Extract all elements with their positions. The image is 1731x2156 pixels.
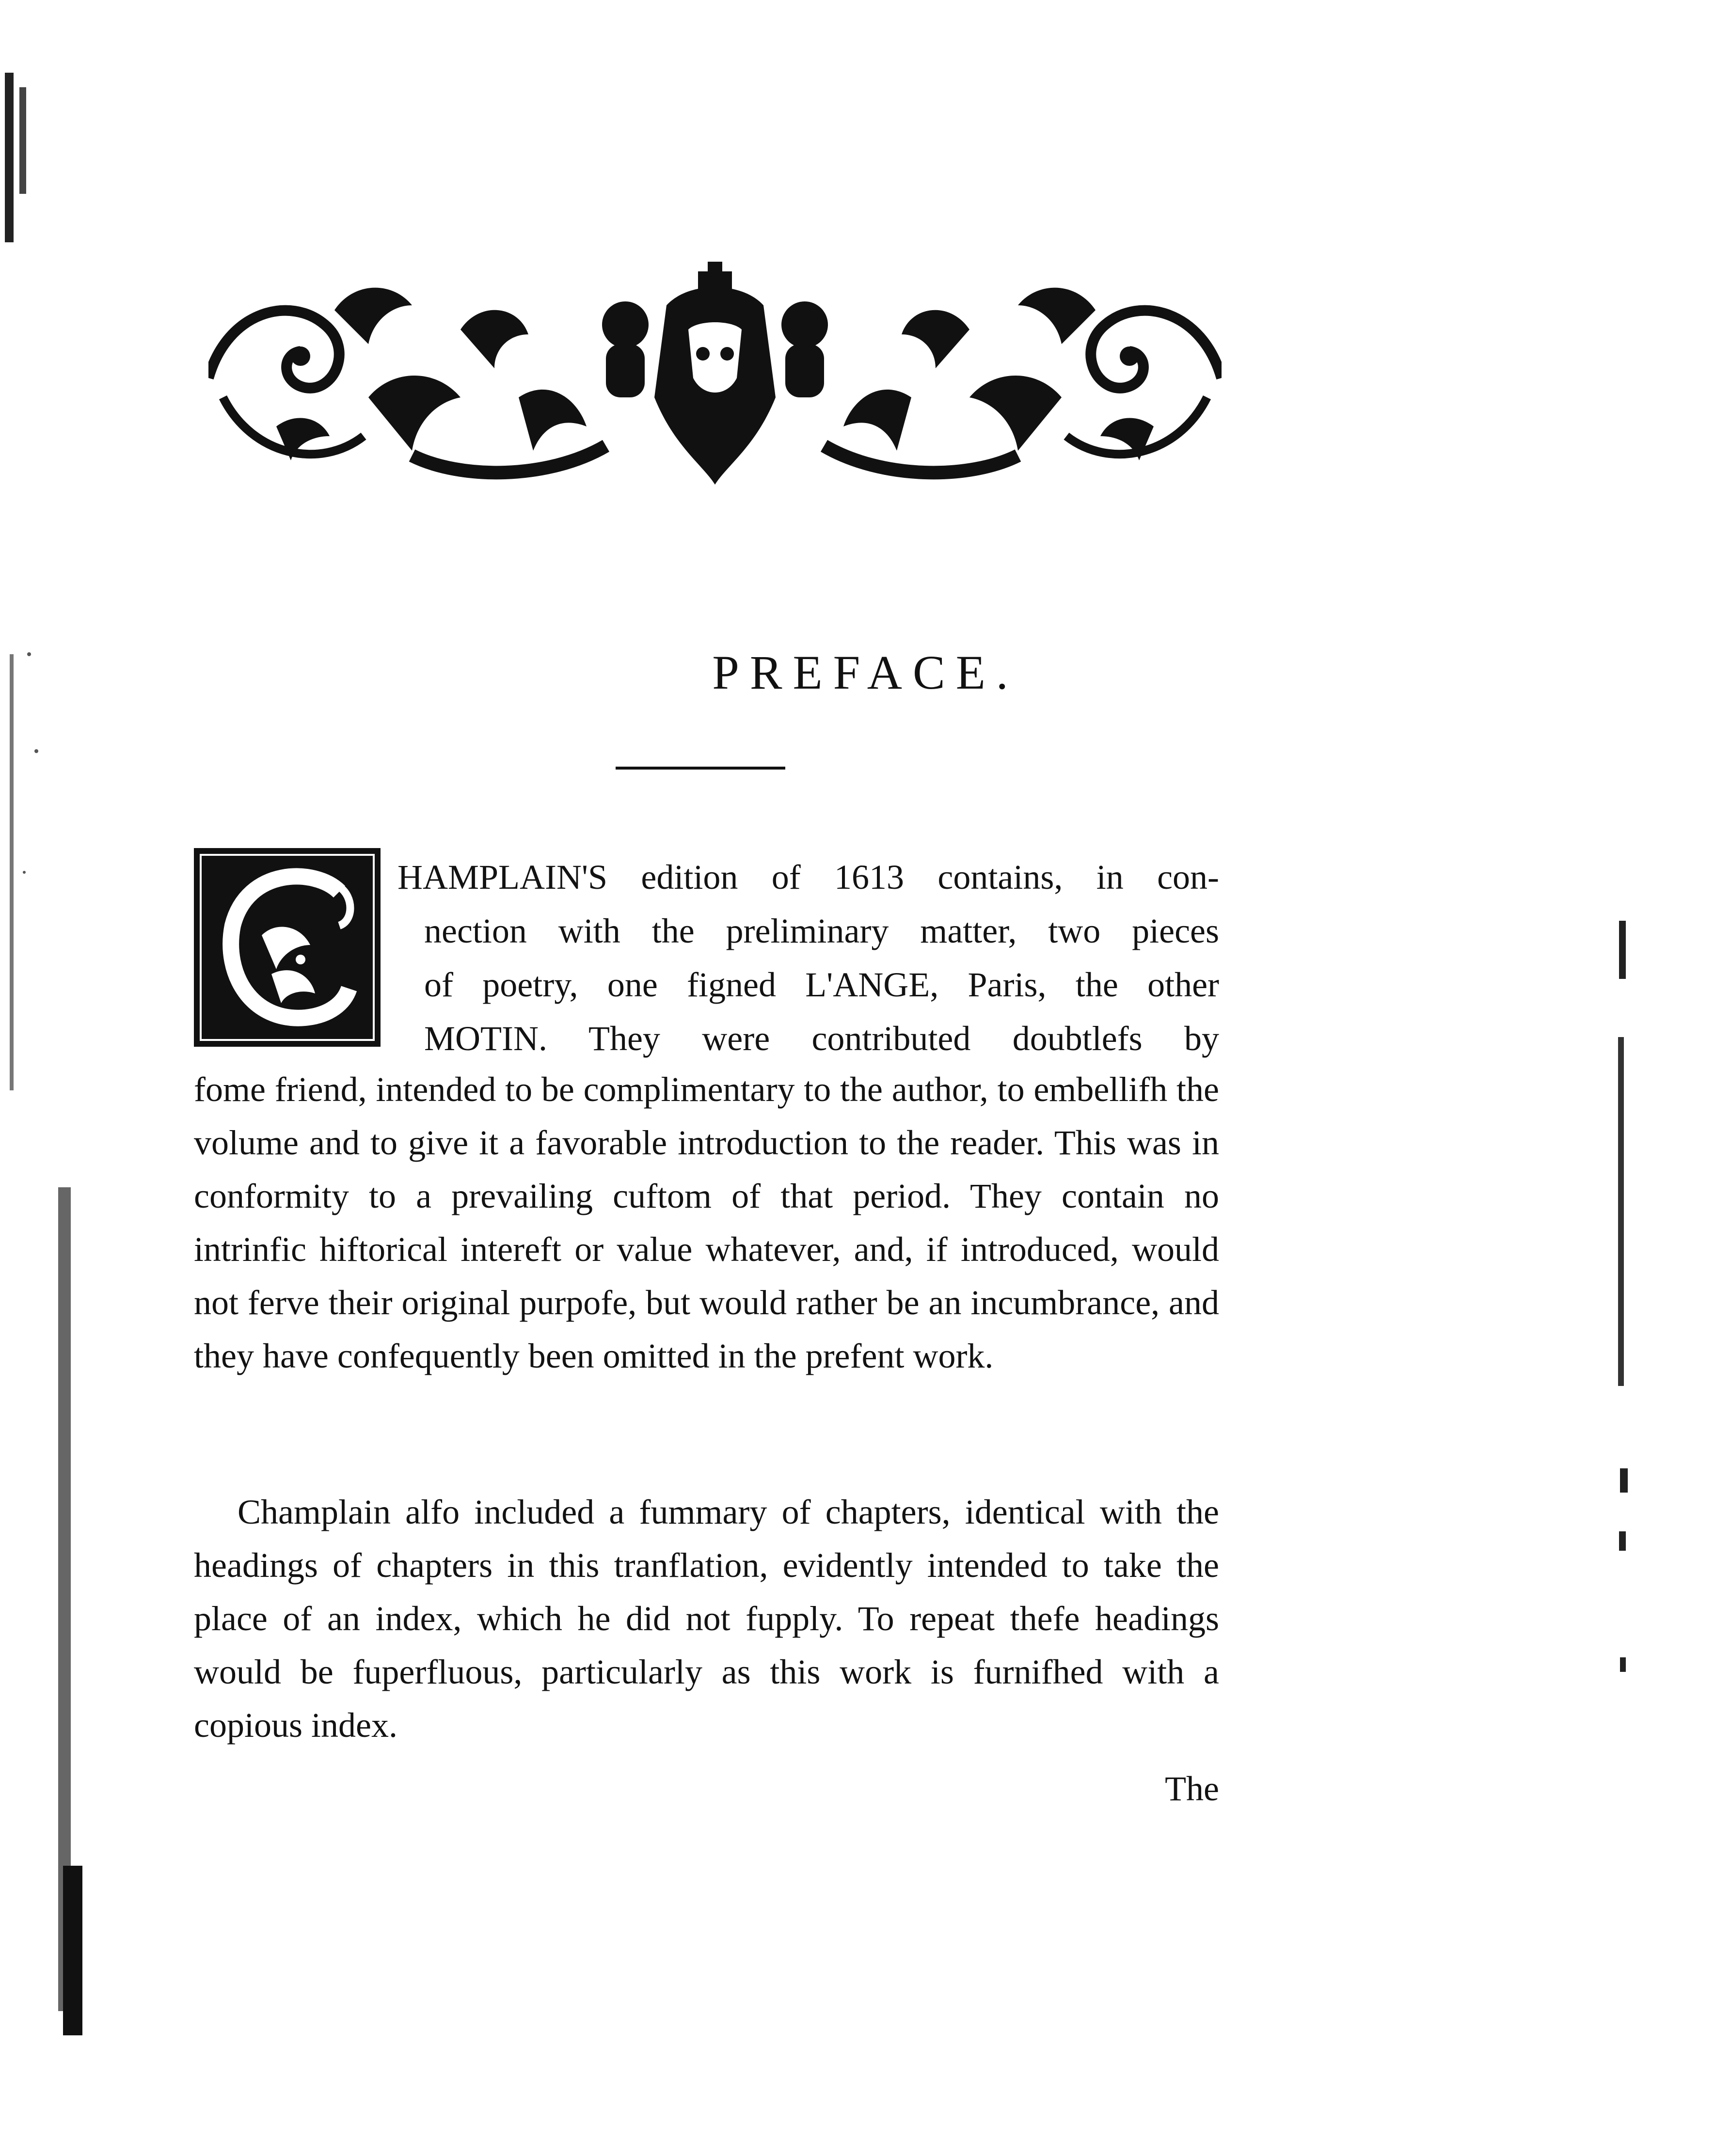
- paragraph2: Champlain alfo included a fummary of chapters, identical with the headings of chapters in this tranflation, evidently intended to take the place of an index, which he did not fupply. To repeat thefe headings would be fuperfluous, particularly as this work is furnifhed with a copious index.: [194, 1493, 1219, 1745]
- catchword: The: [1165, 1769, 1219, 1808]
- paragraph1-lines: [397, 850, 1219, 1066]
- paragraph1-line-3: of poetry, one figned L'ANGE, Paris, the other: [424, 965, 1219, 1004]
- paragraph1-line-2: nection with the preliminary matter, two pieces: [424, 912, 1219, 950]
- scan-edge-artifact: [0, 73, 97, 2108]
- ornamental-headpiece: [208, 252, 1222, 504]
- paragraph1-rest: fome friend, intended to be complimentary to the author, to embellifh the volume and to give it a favorable introduction to the reader. This was in conformity to a prevailing cuftom of that period. They contain no intrinfic hiftorical intereft or value whatever, and, if introduced, would not ferve their original purpofe, but would rather be an incumbrance, and they have confequently been omitted in the prefent work.: [194, 1070, 1219, 1375]
- title-rule: [616, 767, 785, 770]
- paragraph1-line-4: MOTIN. They were contributed doubtlefs by: [424, 1019, 1219, 1058]
- margin-marks: [1609, 921, 1638, 1793]
- drop-cap-c: [194, 848, 381, 1047]
- page-title: PREFACE.: [712, 645, 1019, 699]
- paragraph1-line-1: HAMPLAIN'S edition of 1613 contains, in con-: [397, 858, 1219, 897]
